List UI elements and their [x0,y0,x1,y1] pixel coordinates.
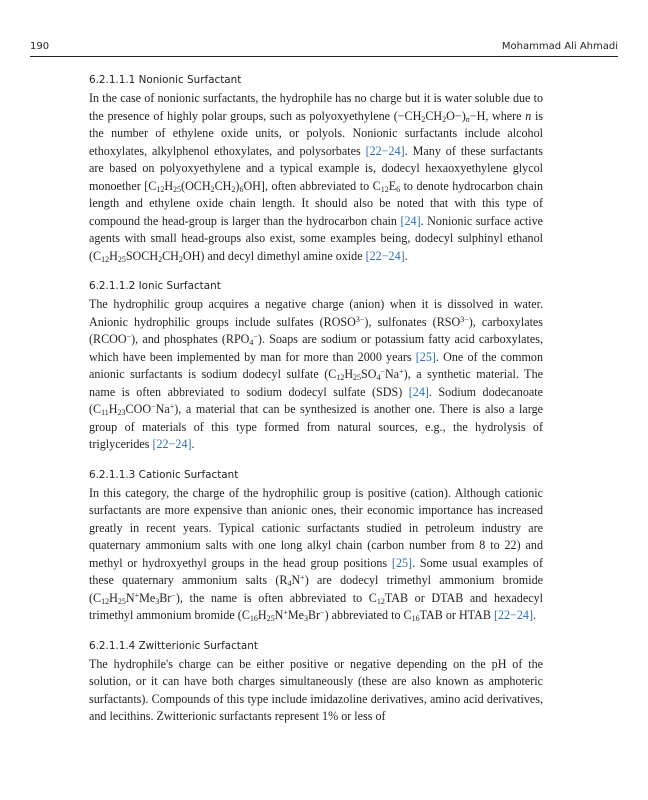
citation-link[interactable]: [25] [415,349,436,364]
citation-link[interactable]: [25] [391,555,413,570]
citation-link[interactable]: [24] [400,213,421,228]
paragraph: In the case of nonionic surfactants, the hydrophile has no charge but it is water soluble due to the presence of highly polar groups, such as polyoxyethylene $(-CH_2CH_2O-)_n-H$, where n is the number of ethylene oxide units, or polyols. Nonionic surfactants include alcohol ethoxylates, alkylphenol ethoxylates, and polysorbates [22−24]. Many of these surfactants are based on polyoxyethylene and a typical example is, dodecyl hexaoxyethylene glycol monoether $[C_{12}H_{25}(OCH_2CH_2)_6OH]$, often abbreviated to $C_{12}E_6$ to denote hydrocarbon chain length and ethylene oxide chain length. It should also be noted that with this type of compound the head-group is larger than the hydrocarbon chain [24]. Nonionic surface active agents with small head-groups also exist, some examples being, dodecyl sulphinyl ethanol $(C_{12}H_{25}SOCH_2CH_2OH)$ and decyl dimethyl amine oxide [22−24]. [89,91,544,264]
paragraph: The hydrophilic group acquires a negative charge (anion) when it is dissolved in water. Anionic hydrophilic groups include sulfates $(ROSO^{3-})$, sulfonates $(RSO^{3-})$, carboxylates (RCOO−), and phosphates $(RPO_4^-)$. Soaps are sodium or potassium fatty acid carboxylates, which have been implemented by man for more than 2000 years [25]. One of the common anionic surfactants is sodium dodecyl sulfate $(C_{12}H_{25}SO_4^-Na^+)$, a synthetic material. The name is often abbreviated to sodium dodecyl sulfate (SDS) [24]. Sodium dodecanoate $(C_{11}H_{23}COO^-Na^+)$, a material that can be synthesized is another one. There is also a large group of materials of this type formed from natural sources, e.g., the hydrolysis of triglycerides [22−24]. [89,297,543,451]
running-author: Mohammad Ali Ahmadi [501,41,618,52]
section-zwitterionic [89,639,543,726]
page-number: 190 [30,41,50,52]
section-heading: 6.2.1.1.4 Zwitterionic Surfactant [89,639,258,652]
section-heading: 6.2.1.1.1 Nonionic Surfactant [89,74,242,86]
citation-link[interactable]: [22−24] [493,608,534,622]
page-body [89,73,543,740]
section-ionic [89,279,543,454]
citation-link[interactable]: [22−24] [365,248,405,263]
paragraph: The hydrophile's charge can be either positive or negative depending on the pH of the solution, or it can have both charges simultaneously (these are also known as amphoteric surfactants). Compounds of this type include imidazoline derivatives, amino acid derivatives, and lecithins. Zwitterionic surfactants represent 1% or less of [89,656,543,723]
section-cationic [89,468,543,625]
section-heading: 6.2.1.1.2 Ionic Surfactant [89,280,221,292]
section-heading: 6.2.1.1.3 Cationic Surfactant [89,468,239,481]
citation-link[interactable]: [24] [408,384,429,399]
citation-link[interactable]: [22−24] [152,437,192,451]
section-nonionic [89,73,543,265]
paragraph: In this category, the charge of the hydrophilic group is positive (cation). Although cationic surfactants are more expensive than anionic ones, their economic importance has increased greatly in recent years. Typical cationic surfactants studied in petroleum industry are quaternary ammonium salts with one long alkyl chain (carbon number from 8 to 22) and methyl or hydroxyethyl groups in the head group positions [25]. Some usual examples of these quaternary ammonium salts $(R_4N^+)$ are dodecyl trimethyl ammonium bromide $(C_{12}H_{25}N^+Me_3Br^-)$, the name is often abbreviated to $C_{12}TAB$ or DTAB and hexadecyl trimethyl ammonium bromide $(C_{16}H_{25}N^+Me_3Br^-)$ abbreviated to $C_{16}TAB$ or HTAB [22−24]. [89,485,544,623]
running-header [30,40,618,57]
citation-link[interactable]: [22−24] [365,143,405,158]
